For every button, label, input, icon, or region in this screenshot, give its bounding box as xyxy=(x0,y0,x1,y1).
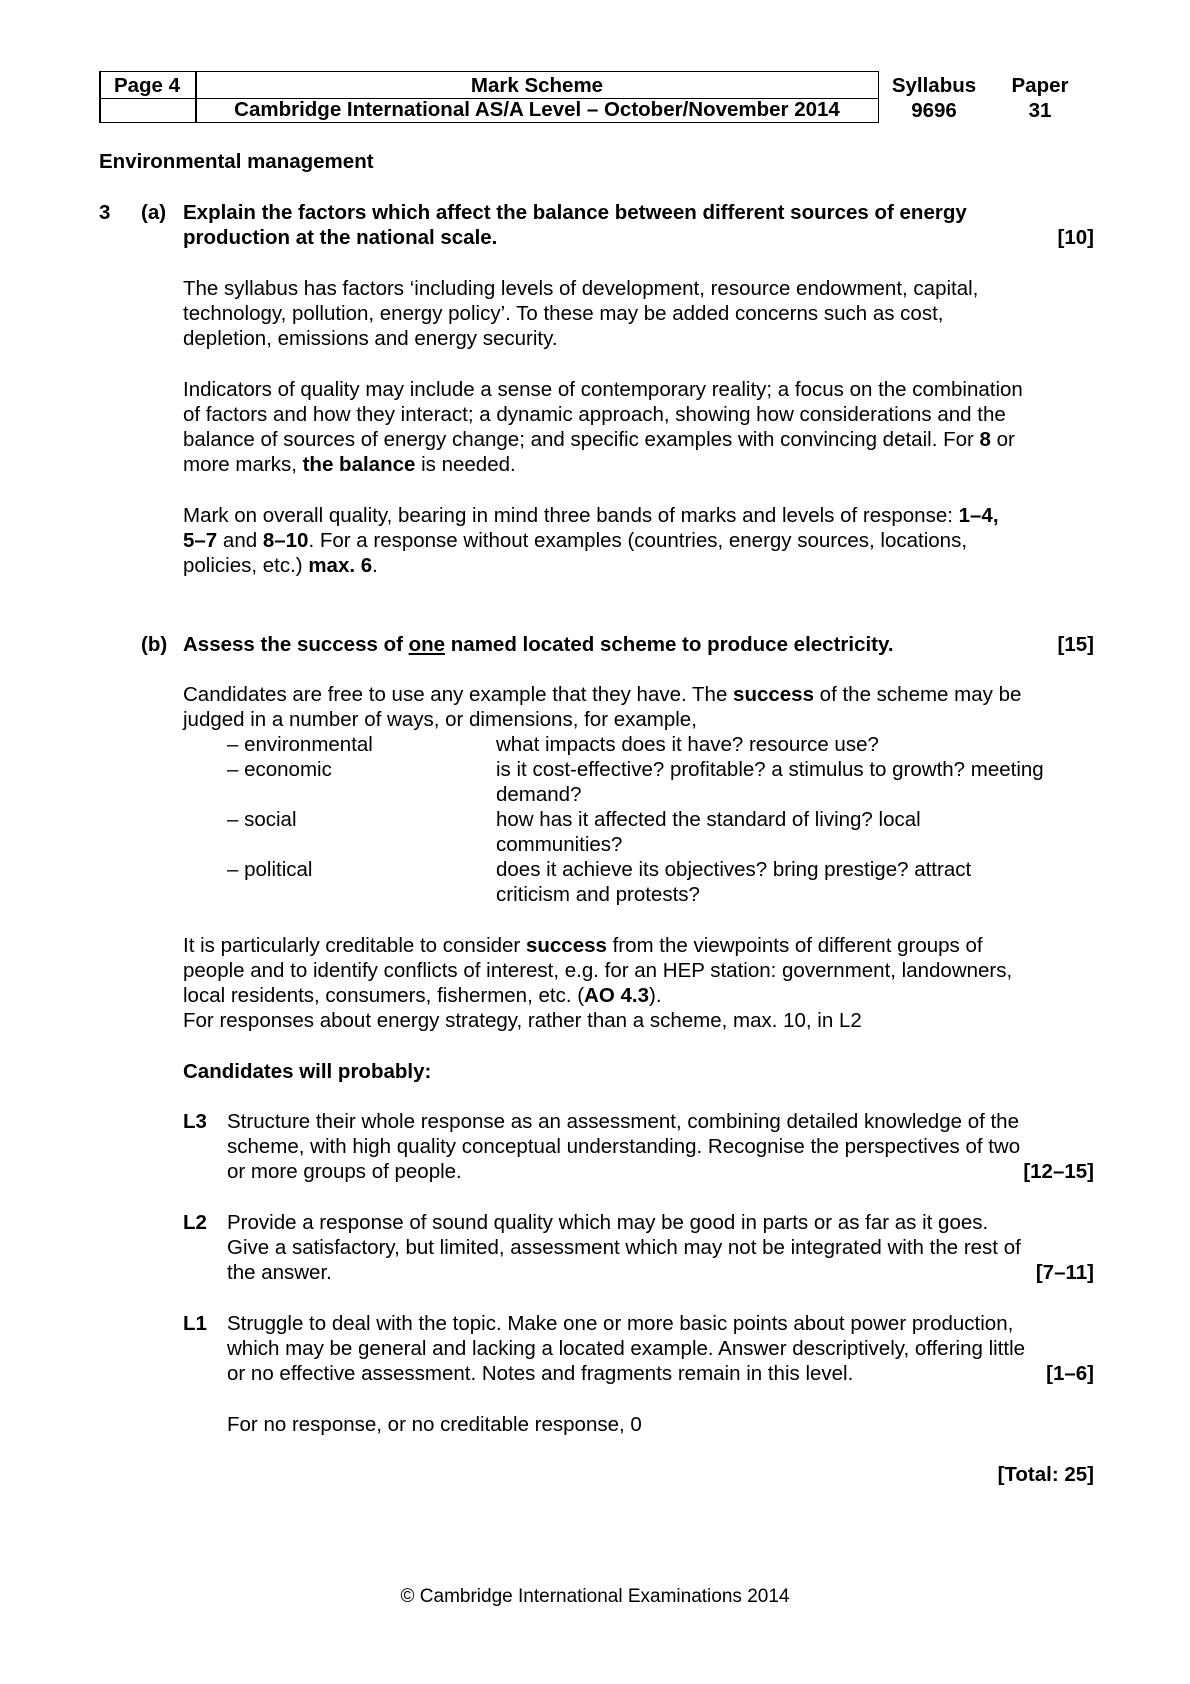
list-item: – political xyxy=(227,858,313,881)
total-marks: [Total: 25] xyxy=(997,1463,1094,1486)
syllabus-value: 9696 xyxy=(911,99,957,122)
footer-copyright: © Cambridge International Examinations 2014 xyxy=(400,1586,790,1607)
list-item: how has it affected the standard of living? local communities? xyxy=(496,808,921,856)
part-a-paragraph-3: Mark on overall quality, bearing in mind three bands of marks and levels of response: 1–4, 5–7 and 8–10. For a response without examples (countries, energy sources, locations, policies, etc.) max. 6. xyxy=(183,504,999,577)
level-label: L2 xyxy=(183,1211,207,1234)
list-item: – social xyxy=(227,808,297,831)
level-label: L1 xyxy=(183,1312,207,1335)
part-a-label: (a) xyxy=(141,201,167,224)
paper-label: Paper xyxy=(1011,74,1069,97)
candidates-heading: Candidates will probably: xyxy=(183,1060,432,1083)
syllabus-label: Syllabus xyxy=(891,74,977,97)
question-number: 3 xyxy=(99,201,111,224)
paper-value: 31 xyxy=(1028,99,1052,122)
header-row-1 xyxy=(99,71,879,99)
part-b-marks: [15] xyxy=(1057,633,1094,656)
part-a-paragraph-1: The syllabus has factors ‘including levels of development, resource endowment, capital, technology, pollution, energy policy’. To these may be added concerns such as cost, depletion, emissions and energy security. xyxy=(183,277,979,350)
level-description: Structure their whole response as an assessment, combining detailed knowledge of the scheme, with high quality conceptual understanding. Recognise the perspectives of two or more groups of people. xyxy=(227,1110,1021,1183)
section-title: Environmental management xyxy=(99,150,374,173)
part-b-label: (b) xyxy=(141,633,168,656)
document-subtitle: Cambridge International AS/A Level – October/November 2014 xyxy=(234,98,840,121)
level-marks: [1–6] xyxy=(1046,1362,1094,1385)
list-item: what impacts does it have? resource use? xyxy=(496,733,879,756)
part-a-marks: [10] xyxy=(1057,226,1094,249)
part-b-question: Assess the success of one named located scheme to produce electricity. xyxy=(183,633,894,656)
level-marks: [7–11] xyxy=(1035,1261,1094,1284)
part-a-paragraph-2: Indicators of quality may include a sense of contemporary reality; a focus on the combination of factors and how they interact; a dynamic approach, showing how considerations and the balance of sources of energy change; and specific examples with convincing detail. For 8 or more marks, the balance is needed. xyxy=(183,378,1023,476)
list-item: does it achieve its objectives? bring prestige? attract criticism and protests? xyxy=(496,858,972,906)
page-number: Page 4 xyxy=(113,73,181,97)
level-marks: [12–15] xyxy=(1023,1160,1094,1183)
level-description: Provide a response of sound quality which may be good in parts or as far as it goes. Give a satisfactory, but limited, assessment which may not be integrated with the rest of the answer. xyxy=(227,1211,1021,1284)
list-item: is it cost-effective? profitable? a stimulus to growth? meeting demand? xyxy=(496,758,1044,806)
header-row-2 xyxy=(99,97,879,123)
list-item: – economic xyxy=(227,758,332,781)
level-label: L3 xyxy=(183,1110,207,1133)
level-description: Struggle to deal with the topic. Make one or more basic points about power production, which may be general and lacking a located example. Answer descriptively, offering little or no effective assessment. Notes and fragments remain in this level. xyxy=(227,1312,1026,1385)
list-item: – environmental xyxy=(227,733,373,756)
part-b-paragraph-2: It is particularly creditable to consider success from the viewpoints of different groups of people and to identify conflicts of interest, e.g. for an HEP station: government, landowners, local residents, consumers, fishermen, etc. (AO 4.3). For responses about energy strategy, rather than a scheme, max. 10, in L2 xyxy=(183,934,1013,1032)
part-a-question: Explain the factors which affect the balance between different sources of energy production at the national scale. xyxy=(183,201,967,249)
no-response-note: For no response, or no creditable response, 0 xyxy=(227,1413,642,1436)
part-b-intro: Candidates are free to use any example that they have. The success of the scheme may be judged in a number of ways, or dimensions, for example, xyxy=(183,683,1022,731)
document-title: Mark Scheme xyxy=(470,73,604,97)
